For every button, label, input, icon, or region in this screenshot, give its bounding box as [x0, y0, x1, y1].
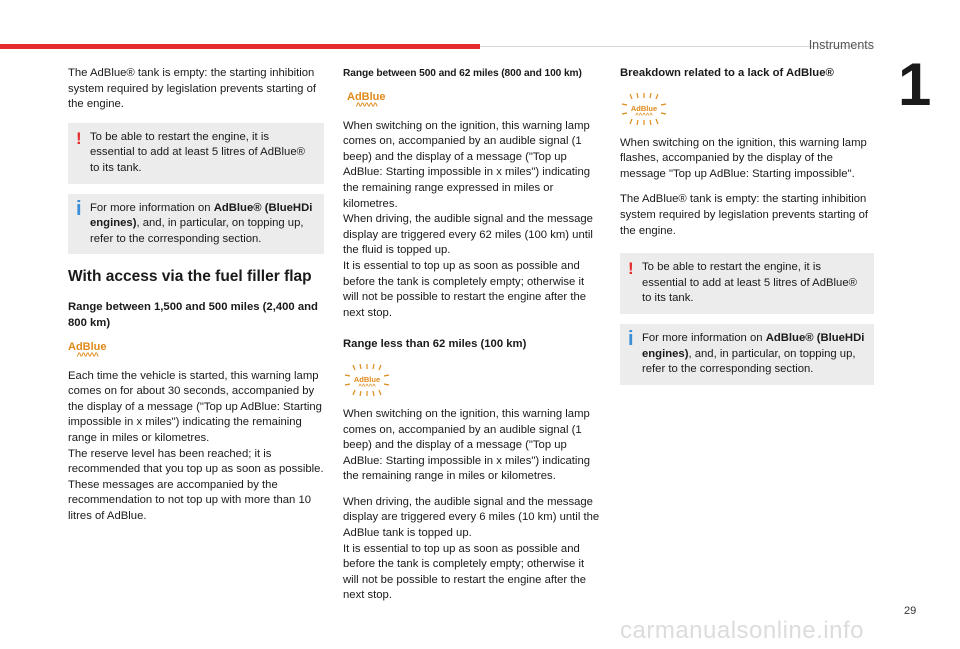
page-number: 29: [904, 605, 917, 617]
adblue-icon-label: AdBlue: [353, 374, 381, 384]
body-line-2: It is essential to top up as soon as possible and before the tank is completely empty; otherwise it will not be possible to restart the engine after the next stop.: [343, 542, 587, 602]
body-line-3: These messages are accompanied by the recommendation to not top up with more than 10 litres of AdBlue.: [68, 478, 312, 522]
warning-box: [620, 253, 874, 314]
body-line-2: The reserve level has been reached; it is recommended that you top up as soon as possible.: [68, 447, 324, 476]
body-paragraph: [343, 495, 601, 604]
adblue-flash-icon: [343, 363, 391, 397]
body-paragraph: When switching on the ignition, this warning lamp comes on, accompanied by an audible signal (1 beep) and the display of a message ("Top up AdBlue: Starting impossible in x miles") indicating the remaining range in miles or kilometres.: [343, 407, 591, 483]
info-prefix: For more information on: [90, 201, 214, 214]
warning-text: To be able to restart the engine, it is essential to add at least 5 litres of AdBlue® to its tank.: [90, 130, 305, 174]
adblue-flash-icon: [620, 92, 668, 126]
info-bold: AdBlue® (BlueHDi engines): [90, 201, 313, 230]
header-accent-bar: [0, 44, 480, 49]
info-suffix: , and, in particular, on topping up, refer to the corresponding section.: [642, 347, 856, 376]
adblue-icon-wave: ^^^^^: [76, 350, 98, 361]
column-2: [343, 66, 601, 614]
warning-box: [68, 123, 324, 184]
warning-exclamation-icon: !: [628, 259, 634, 279]
range-subheading: Range less than 62 miles (100 km): [343, 338, 527, 351]
body-line-3: It is essential to top up as soon as possible and before the tank is completely empty; otherwise it will not be possible to restart the engine after the next stop.: [343, 259, 587, 319]
body-line-1: Each time the vehicle is started, this warning lamp comes on for about 30 seconds, accompanied by the display of a message ("Top up AdBlue: Starting impossible in x miles") indicating the remaining range in miles or kilometres.: [68, 369, 322, 444]
body-paragraph: When switching on the ignition, this warning lamp flashes, accompanied by the display of the message "Top up AdBlue: Starting impossible".: [620, 136, 867, 180]
info-bold: AdBlue® (BlueHDi engines): [642, 331, 865, 360]
body-line-2: When driving, the audible signal and the message display are triggered every 62 miles (100 km) until the fluid is topped up.: [343, 213, 593, 257]
intro-paragraph: The AdBlue® tank is empty: the starting inhibition system required by legislation prevents starting of the engine.: [68, 67, 317, 111]
body-paragraph: [343, 119, 601, 322]
adblue-icon-label: AdBlue: [347, 90, 386, 103]
breakdown-subheading: Breakdown related to a lack of AdBlue®: [620, 67, 834, 79]
adblue-icon-wave: ^^^^^: [355, 100, 377, 111]
info-box: [68, 194, 324, 255]
adblue-icon-wave: ^^^^^: [635, 112, 653, 119]
adblue-warning-lamp-icon: [68, 342, 324, 359]
info-prefix: For more information on: [642, 331, 766, 344]
adblue-warning-lamp-icon: [347, 92, 601, 109]
body-line-1: When switching on the ignition, this warning lamp comes on, accompanied by an audible signal (1 beep) and the display of a message ("Top up AdBlue: Starting impossible in x miles") indicating the remaining range expressed in miles or kilometres.: [343, 119, 591, 210]
body-paragraph: The AdBlue® tank is empty: the starting inhibition system required by legislation prevents starting of the engine.: [620, 193, 869, 237]
info-text: [90, 201, 316, 248]
column-1: [68, 66, 324, 534]
info-bar-icon: i: [628, 327, 634, 350]
info-text: [642, 331, 866, 378]
section-title: Instruments: [808, 38, 874, 52]
info-box: [620, 324, 874, 385]
body-paragraph: [68, 369, 324, 525]
adblue-icon-label: AdBlue: [630, 103, 658, 113]
info-suffix: , and, in particular, on topping up, refer to the corresponding section.: [90, 217, 304, 245]
warning-text: To be able to restart the engine, it is essential to add at least 5 litres of AdBlue® to its tank.: [642, 261, 857, 305]
range-subheading: Range between 500 and 62 miles (800 and 100 km): [343, 68, 582, 79]
range-subheading: Range between 1,500 and 500 miles (2,400 and 800 km): [68, 301, 318, 329]
info-bar-icon: i: [76, 197, 82, 220]
section-heading: With access via the fuel filler flap: [68, 268, 312, 286]
adblue-icon-wave: ^^^^^: [358, 383, 376, 390]
body-line-1: When driving, the audible signal and the message display are triggered every 6 miles (10 km) until the AdBlue tank is topped up.: [343, 495, 600, 540]
adblue-flashing-lamp-icon: [343, 363, 601, 397]
column-3: [620, 66, 874, 395]
adblue-icon-label: AdBlue: [68, 340, 107, 353]
warning-exclamation-icon: !: [76, 128, 82, 148]
watermark: carmanualsonline.info: [620, 617, 864, 644]
chapter-number: 1: [898, 51, 932, 118]
adblue-flashing-lamp-icon: [620, 92, 874, 126]
